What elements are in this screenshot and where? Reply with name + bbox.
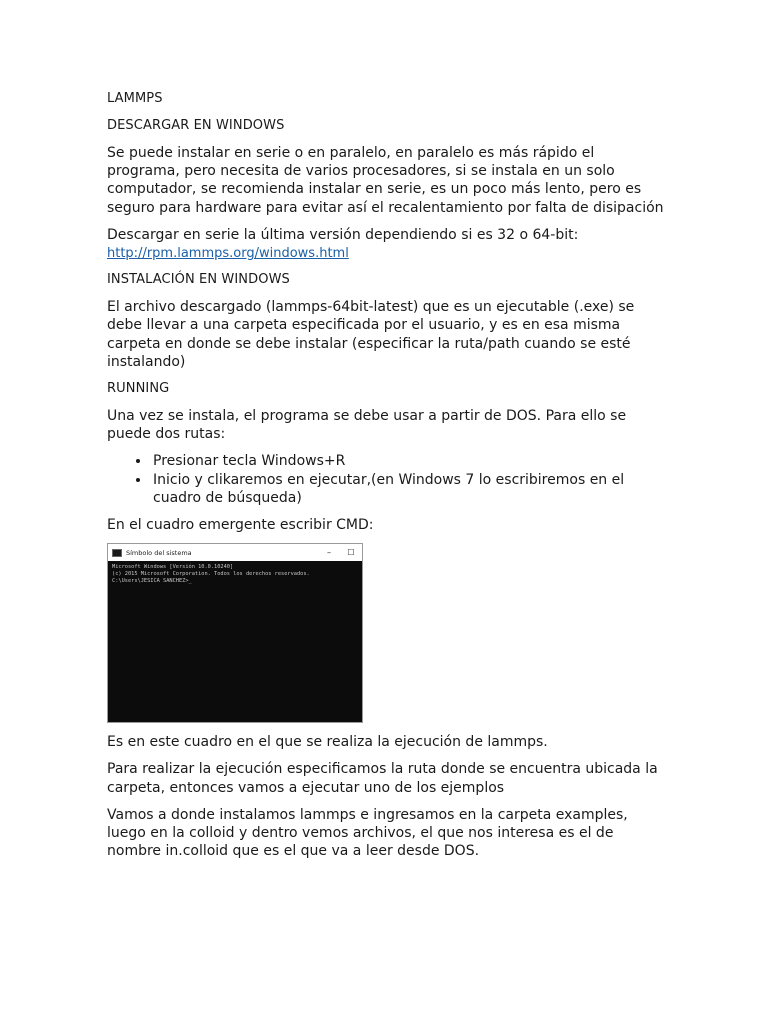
paragraph-execution: Es en este cuadro en el que se realiza la ejecución de lammps. [107,734,548,751]
paragraph-install-steps: El archivo descargado (lammps-64bit-latest) que es un ejecutable (.exe) se debe llevar a una carpeta especificada por el usuario, y es en esa misma carpeta en donde se debe instalar (especificar la ruta/path cuando se esté instalando) [107,299,635,370]
cmd-window-icon [112,549,122,557]
paragraph-download-text: Descargar en serie la última versión dependiendo si es 32 o 64-bit: [107,226,579,243]
document-page [107,90,667,869]
paragraph-running: Una vez se instala, el programa se debe usar a partir de DOS. Para ello se puede dos rutas: [107,408,627,443]
maximize-icon: ☐ [347,548,355,558]
paragraph-download [107,226,667,262]
paragraph-examples: Vamos a donde instalamos lammps e ingresamos en la carpeta examples, luego en la colloid y dentro vemos archivos, el que nos interesa es el de nombre in.colloid que es el que va a leer desde DOS. [107,806,628,860]
paragraph-route: Para realizar la ejecución especificamos la ruta donde se encuentra ubicada la carpeta, entonces vamos a ejecutar uno de los ejemplos [107,761,658,796]
cmd-prompt-line: C:\Users\JESICA SANCHEZ>_ [112,578,192,585]
section-heading-download: DESCARGAR EN WINDOWS [107,118,285,133]
list-item: • Presionar tecla Windows+R [151,452,667,470]
document-title: LAMMPS [107,91,163,106]
cmd-titlebar [108,544,362,561]
cmd-window-title: Símbolo del sistema [126,548,192,557]
section-heading-running: RUNNING [107,381,170,397]
minimize-icon: – [327,548,331,558]
cmd-window-controls [318,544,362,561]
list-item: • Inicio y clikaremos en ejecutar,(en Windows 7 lo escribiremos en el cuadro de búsqueda) [151,471,667,507]
cmd-line: (c) 2015 Microsoft Corporation. Todos los derechos reservados. [112,571,310,578]
section-heading-install: INSTALACIÓN EN WINDOWS [107,272,290,288]
download-link[interactable]: http://rpm.lammps.org/windows.html [107,246,349,262]
paragraph-install-modes: Se puede instalar en serie o en paralelo, en paralelo es más rápido el programa, pero necesita de varios procesadores, si se instala en un solo computador, se recomienda instalar en serie, es un poco más lento, pero es seguro para hardware para evitar así el recalentamiento por falta de disipación [107,145,664,216]
paragraph-cmd: En el cuadro emergente escribir CMD: [107,517,374,534]
cmd-console-output [108,561,362,588]
bullet-list [107,452,667,507]
cmd-screenshot [107,543,363,723]
cmd-line: Microsoft Windows [Versión 10.0.10240] [112,564,234,571]
